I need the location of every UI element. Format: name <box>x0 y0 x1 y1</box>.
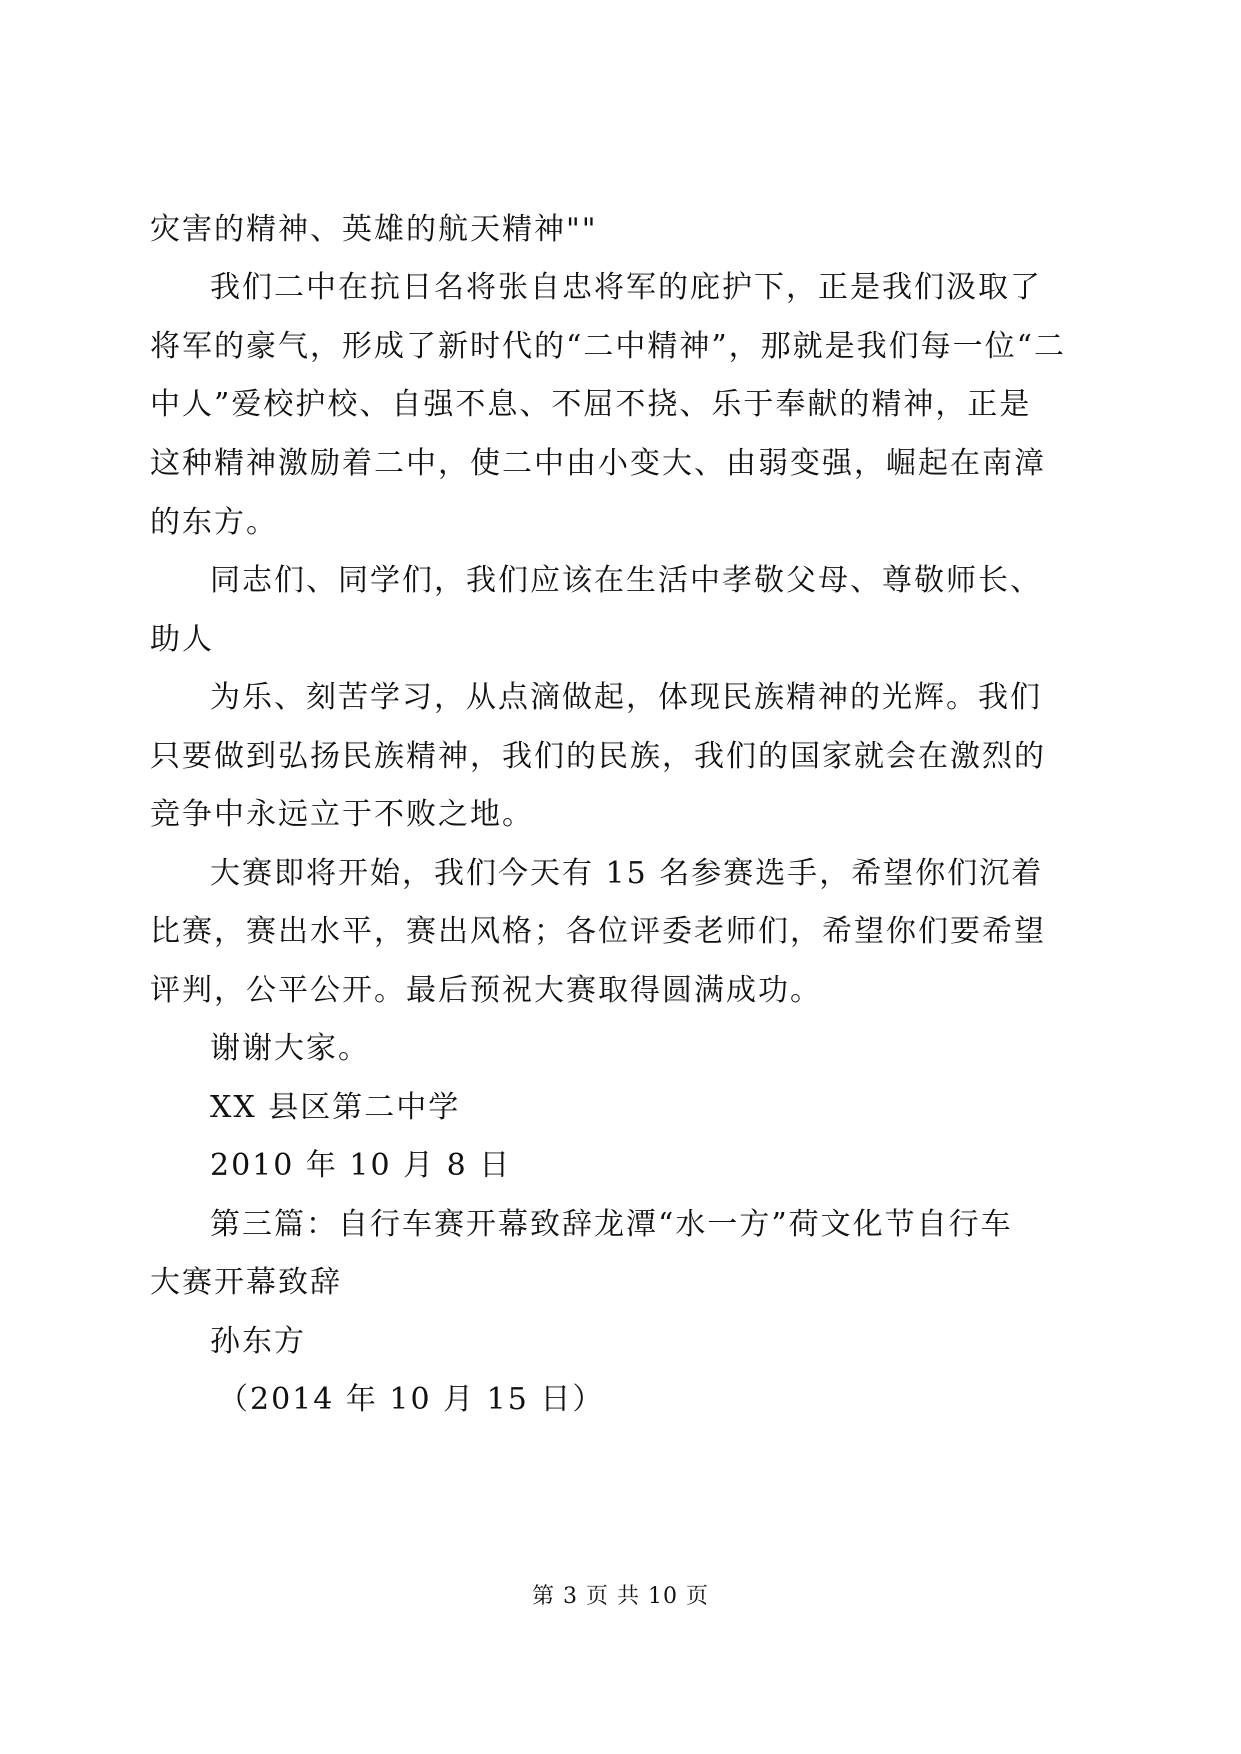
text-line: 比赛，赛出水平，赛出风格；各位评委老师们，希望你们要希望 <box>150 914 1046 949</box>
page-number-footer: 第 3 页 共 10 页 <box>532 1584 709 1609</box>
text-line: 同志们、同学们，我们应该在生活中孝敬父母、尊敬师长、 <box>210 563 1042 598</box>
text-line: 孙东方 <box>210 1324 306 1359</box>
text-line: 的东方。 <box>150 505 278 540</box>
text-line: 第三篇：自行车赛开幕致辞龙潭“水一方”荷文化节自行车 <box>210 1207 1013 1242</box>
text-line: 助人 <box>150 622 214 657</box>
text-line: （2014 年 10 月 15 日） <box>218 1382 605 1417</box>
text-line: 大赛即将开始，我们今天有 15 名参赛选手，希望你们沉着 <box>210 856 1044 891</box>
text-line: 我们二中在抗日名将张自忠将军的庇护下，正是我们汲取了 <box>210 270 1042 305</box>
text-line: 大赛开幕致辞 <box>150 1265 342 1300</box>
text-line: 2010 年 10 月 8 日 <box>210 1148 512 1183</box>
text-line: 中人”爱校护校、自强不息、不屈不挠、乐于奉献的精神，正是 <box>150 387 1032 422</box>
text-line: 评判，公平公开。最后预祝大赛取得圆满成功。 <box>150 973 822 1008</box>
text-line: XX 县区第二中学 <box>210 1090 461 1125</box>
text-line: 竞争中永远立于不败之地。 <box>150 797 534 832</box>
text-line: 为乐、刻苦学习，从点滴做起，体现民族精神的光辉。我们 <box>210 680 1042 715</box>
text-line: 将军的豪气，形成了新时代的“二中精神”，那就是我们每一位“二 <box>150 329 1067 364</box>
text-line: 灾害的精神、英雄的航天精神"" <box>150 212 598 247</box>
text-line: 只要做到弘扬民族精神，我们的民族，我们的国家就会在激烈的 <box>150 739 1046 774</box>
text-line: 这种精神激励着二中，使二中由小变大、由弱变强，崛起在南漳 <box>150 446 1046 481</box>
text-line: 谢谢大家。 <box>210 1031 370 1066</box>
